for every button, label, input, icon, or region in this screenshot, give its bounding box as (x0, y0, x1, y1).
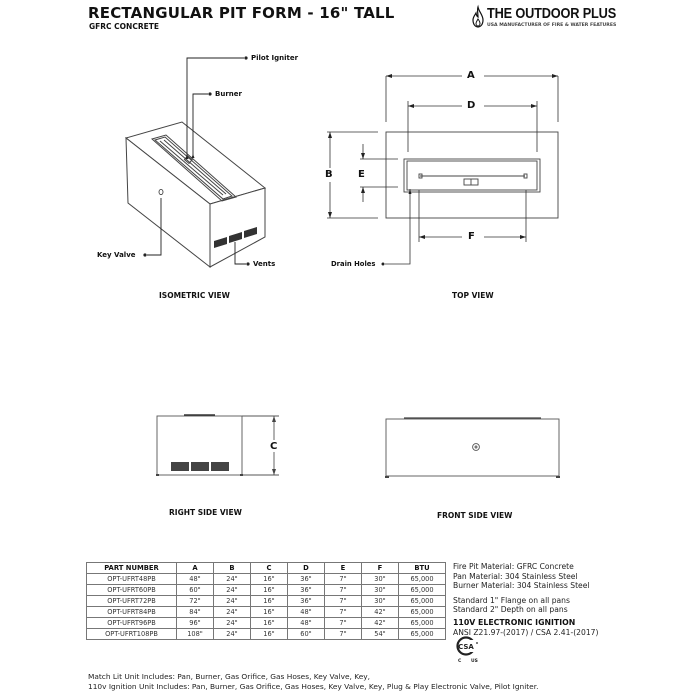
col-f: F (362, 563, 399, 574)
col-e: E (325, 563, 362, 574)
cell-part-number: OPT-UFRT108PB (87, 629, 177, 640)
cell-btu: 65,000 (399, 596, 446, 607)
dim-label-c: C (270, 441, 278, 452)
brand-name: THE OUTDOOR PLUS (487, 5, 617, 22)
col-part-number: PART NUMBER (87, 563, 177, 574)
cell-f: 30" (362, 585, 399, 596)
svg-text:C: C (458, 659, 462, 664)
cell-btu: 65,000 (399, 574, 446, 585)
cell-e: 7" (325, 629, 362, 640)
callout-drain-holes: Drain Holes (331, 260, 376, 268)
cell-f: 54" (362, 629, 399, 640)
ignition-heading: 110V ELECTRONIC IGNITION (453, 617, 576, 627)
cell-c: 16" (251, 585, 288, 596)
cell-d: 36" (288, 585, 325, 596)
dim-label-a: A (467, 70, 475, 81)
cell-a: 108" (177, 629, 214, 640)
front-side-view-caption: FRONT SIDE VIEW (437, 511, 513, 520)
cell-f: 30" (362, 574, 399, 585)
fire-pit-material: Fire Pit Material: GFRC Concrete (453, 562, 574, 571)
cell-part-number: OPT-UFRT48PB (87, 574, 177, 585)
callout-key-valve: Key Valve (97, 251, 136, 259)
cell-btu: 65,000 (399, 585, 446, 596)
spec-table (86, 562, 446, 640)
callout-burner: Burner (215, 90, 242, 98)
table-row (87, 596, 446, 607)
dim-label-b: B (325, 169, 333, 180)
cell-a: 96" (177, 618, 214, 629)
svg-text:CSA: CSA (458, 643, 474, 651)
brand-tagline: USA MANUFACTURER OF FIRE & WATER FEATURES (487, 23, 617, 28)
cell-btu: 65,000 (399, 629, 446, 640)
cell-f: 42" (362, 618, 399, 629)
dim-label-d: D (467, 100, 476, 111)
cell-e: 7" (325, 585, 362, 596)
csa-logo-icon (454, 636, 484, 664)
ignition-110v-includes: 110v Ignition Unit Includes: Pan, Burner, Gas Orifice, Gas Hoses, Key Valve, Key, Plug & Play Electronic Valve, Pilot Igniter. (88, 681, 539, 691)
cell-b: 24" (214, 585, 251, 596)
cell-part-number: OPT-UFRT84PB (87, 607, 177, 618)
cell-c: 16" (251, 607, 288, 618)
csa-certification-mark (454, 636, 484, 668)
cell-b: 24" (214, 629, 251, 640)
unit-includes (88, 672, 538, 692)
burner-material: Burner Material: 304 Stainless Steel (453, 581, 590, 591)
col-btu: BTU (399, 563, 446, 574)
right-side-view-caption: RIGHT SIDE VIEW (169, 508, 242, 517)
cell-d: 48" (288, 618, 325, 629)
isometric-view-caption: ISOMETRIC VIEW (159, 291, 230, 300)
cell-b: 24" (214, 607, 251, 618)
dim-label-f: F (468, 231, 475, 242)
cell-f: 42" (362, 607, 399, 618)
table-row (87, 585, 446, 596)
cell-c: 16" (251, 629, 288, 640)
cell-d: 36" (288, 596, 325, 607)
cell-e: 7" (325, 607, 362, 618)
cell-d: 60" (288, 629, 325, 640)
callout-vents: Vents (253, 260, 276, 268)
dim-label-e: E (358, 169, 365, 180)
page-subtitle: GFRC CONCRETE (89, 22, 159, 31)
cell-btu: 65,000 (399, 618, 446, 629)
material-specs (453, 562, 598, 637)
col-c: C (251, 563, 288, 574)
match-lit-includes: Match Lit Unit Includes: Pan, Burner, Gas Orifice, Gas Hoses, Key Valve, Key, (88, 672, 370, 681)
table-row (87, 574, 446, 585)
col-d: D (288, 563, 325, 574)
flange-spec: Standard 1" Flange on all pans (453, 595, 570, 605)
certification-text: ANSI Z21.97-(2017) / CSA 2.41-(2017) (453, 627, 599, 637)
col-a: A (177, 563, 214, 574)
table-header-row (87, 563, 446, 574)
cell-part-number: OPT-UFRT60PB (87, 585, 177, 596)
table-row (87, 618, 446, 629)
cell-a: 60" (177, 585, 214, 596)
callout-pilot-igniter: Pilot Igniter (251, 54, 299, 62)
depth-spec: Standard 2" Depth on all pans (453, 605, 568, 615)
cell-b: 24" (214, 618, 251, 629)
cell-b: 24" (214, 596, 251, 607)
table-row (87, 607, 446, 618)
cell-part-number: OPT-UFRT72PB (87, 596, 177, 607)
cell-f: 30" (362, 596, 399, 607)
cell-c: 16" (251, 574, 288, 585)
cell-a: 48" (177, 574, 214, 585)
cell-btu: 65,000 (399, 607, 446, 618)
cell-d: 48" (288, 607, 325, 618)
cell-part-number: OPT-UFRT96PB (87, 618, 177, 629)
cell-e: 7" (325, 618, 362, 629)
cell-a: 84" (177, 607, 214, 618)
table-row (87, 629, 446, 640)
cell-c: 16" (251, 618, 288, 629)
cell-d: 36" (288, 574, 325, 585)
cell-b: 24" (214, 574, 251, 585)
page-title: RECTANGULAR PIT FORM - 16" TALL (88, 4, 395, 22)
cell-e: 7" (325, 596, 362, 607)
svg-text:US: US (471, 659, 478, 664)
cell-e: 7" (325, 574, 362, 585)
top-view-caption: TOP VIEW (452, 291, 494, 300)
col-b: B (214, 563, 251, 574)
cell-a: 72" (177, 596, 214, 607)
pan-material: Pan Material: 304 Stainless Steel (453, 571, 578, 581)
cell-c: 16" (251, 596, 288, 607)
